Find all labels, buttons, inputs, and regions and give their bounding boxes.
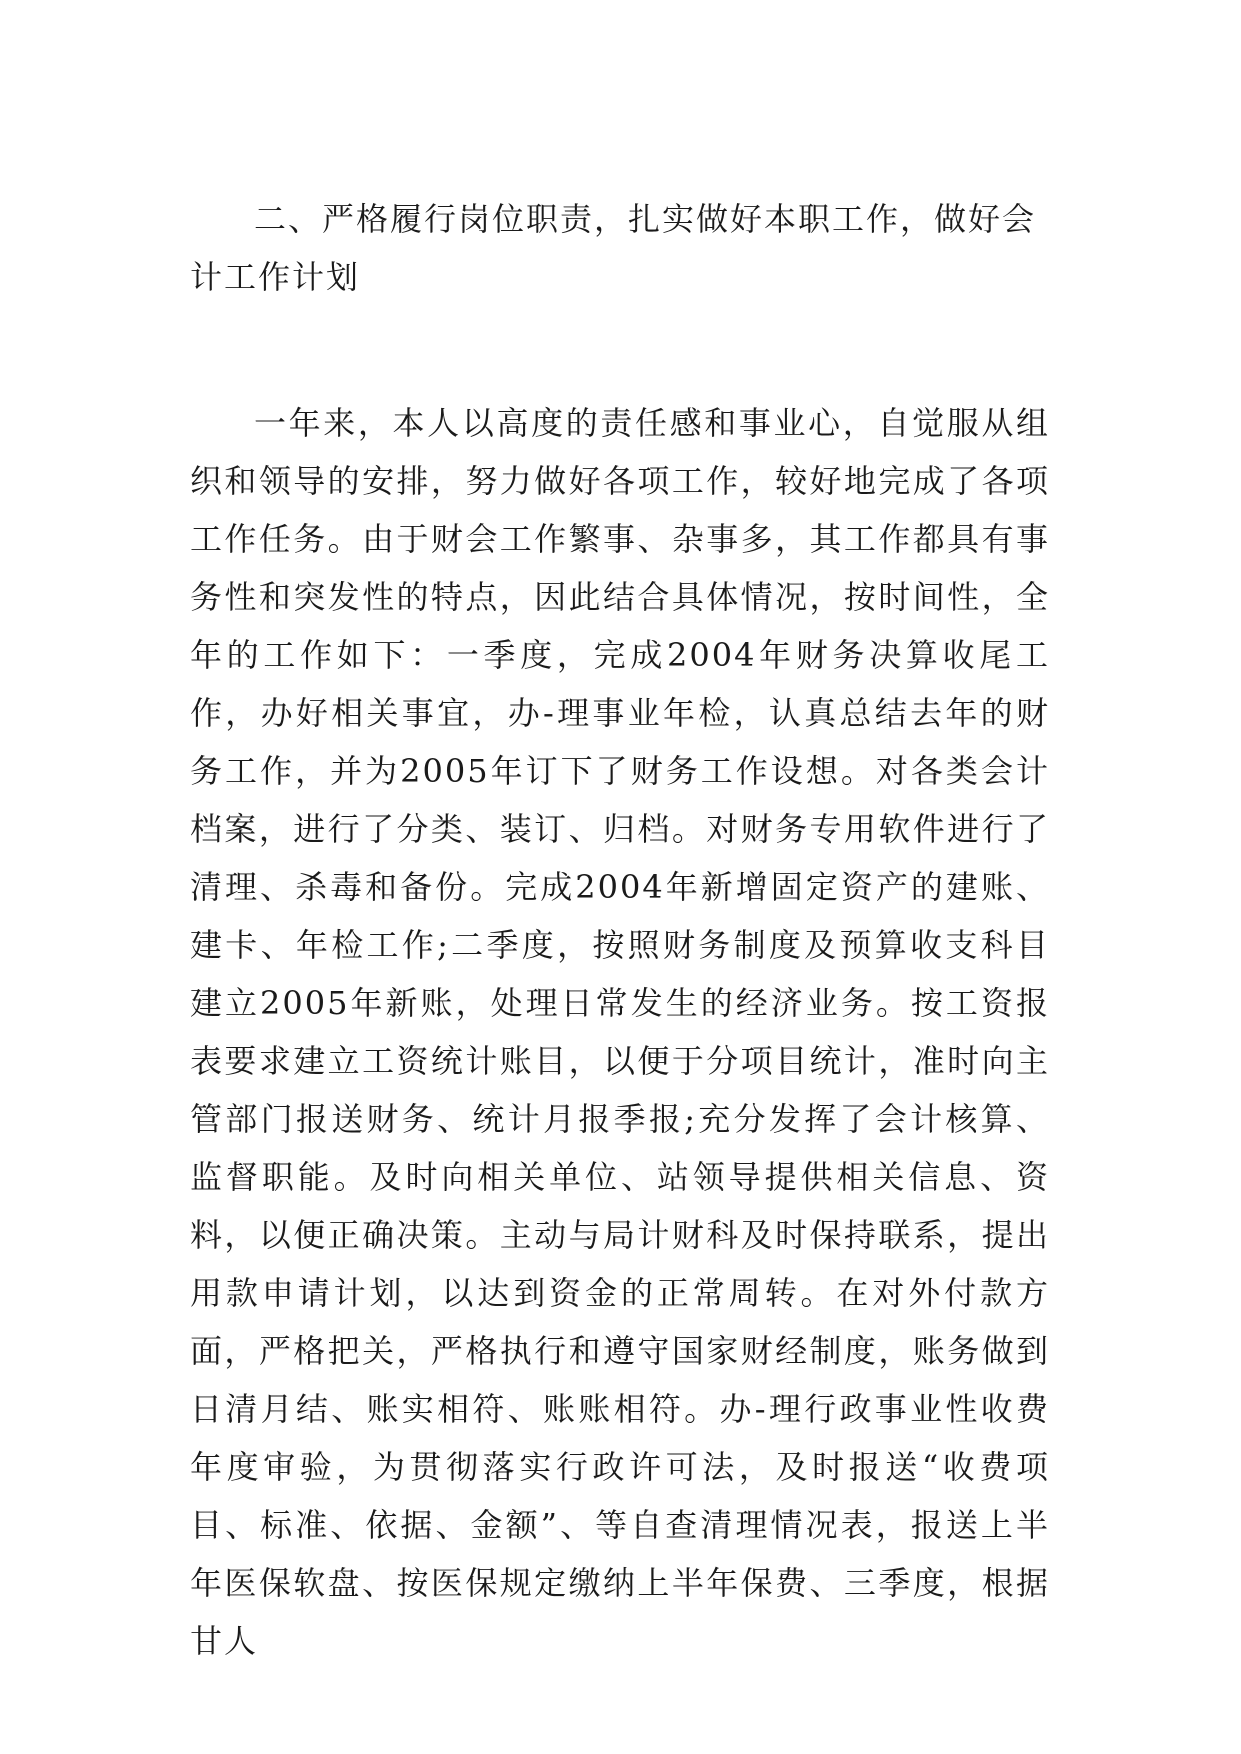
section-spacer [190,306,1050,394]
body-paragraph: 一年来，本人以高度的责任感和事业心，自觉服从组织和领导的安排，努力做好各项工作，较好地完成了各项工作任务。由于财会工作繁事、杂事多，其工作都具有事务性和突发性的特点，因此结合具体情况，按时间性，全年的工作如下：一季度，完成2004年财务决算收尾工作，办好相关事宜，办-理事业年检，认真总结去年的财务工作，并为2005年订下了财务工作设想。对各类会计档案，进行了分类、装订、归档。对财务专用软件进行了清理、杀毒和备份。完成2004年新增固定资产的建账、建卡、年检工作;二季度，按照财务制度及预算收支科目建立2005年新账，处理日常发生的经济业务。按工资报表要求建立工资统计账目，以便于分项目统计，准时向主管部门报送财务、统计月报季报;充分发挥了会计核算、监督职能。及时向相关单位、站领导提供相关信息、资料，以便正确决策。主动与局计财科及时保持联系，提出用款申请计划，以达到资金的正常周转。在对外付款方面，严格把关，严格执行和遵守国家财经制度，账务做到日清月结、账实相符、账账相符。办-理行政事业性收费年度审验，为贯彻落实行政许可法，及时报送“收费项目、标准、依据、金额”、等自查清理情况表，报送上半年医保软盘、按医保规定缴纳上半年保费、三季度，根据甘人 [190,404,1050,1660]
section-heading: 二、严格履行岗位职责，扎实做好本职工作，做好会计工作计划 [190,200,1037,296]
document-body [190,190,1050,1670]
